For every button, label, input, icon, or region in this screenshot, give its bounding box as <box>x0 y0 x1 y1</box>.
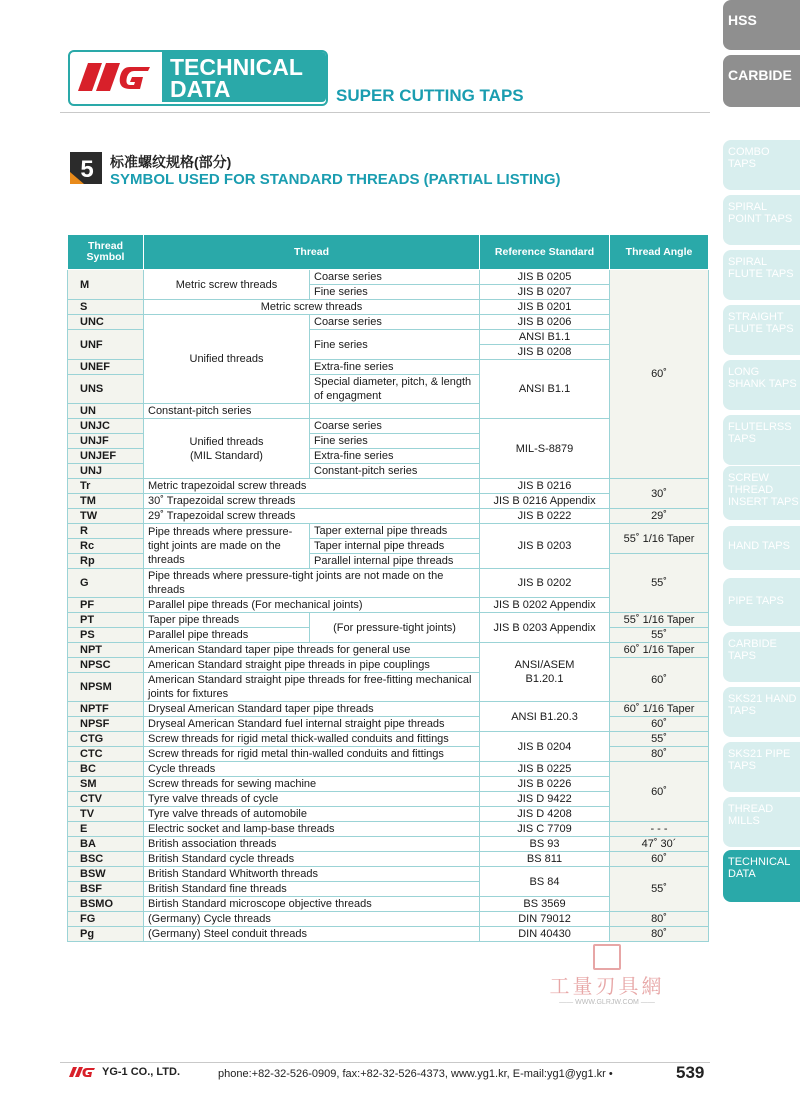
symbol-cell: E <box>68 822 144 837</box>
table-header-row <box>68 235 709 270</box>
section-title-cn: 标准螺纹规格(部分) <box>110 154 232 170</box>
angle-cell: 60˚ <box>610 717 709 732</box>
technical-data-title <box>162 52 326 102</box>
table-row <box>68 912 709 927</box>
sidebar-item-pipe-taps[interactable]: PIPE TAPS <box>723 578 800 626</box>
standard-cell: JIS B 0202 Appendix <box>480 598 610 613</box>
section-title-en: SYMBOL USED FOR STANDARD THREADS (PARTIAL LISTING) <box>110 171 561 188</box>
standard-cell: ANSI B1.20.3 <box>480 702 610 732</box>
symbol-cell: BSC <box>68 852 144 867</box>
table-row <box>68 747 709 762</box>
symbol-cell: PS <box>68 628 144 643</box>
thread-cell: Metric trapezoidal screw threads <box>144 479 480 494</box>
thread-cell: British Standard Whitworth threads <box>144 867 480 882</box>
symbol-cell: Rc <box>68 539 144 554</box>
title-line2: DATA <box>170 76 231 102</box>
sidebar-item-carbide-taps[interactable]: CARBIDE TAPS <box>723 632 800 682</box>
standard-cell: ANSI B1.1 <box>480 360 610 419</box>
thread-cell: Taper pipe threads <box>144 613 310 628</box>
thread-cell: 29˚ Trapezoidal screw threads <box>144 509 480 524</box>
table-row <box>68 613 709 628</box>
standard-cell: JIS C 7709 <box>480 822 610 837</box>
table-row <box>68 927 709 942</box>
angle-cell: 55˚ 1/16 Taper <box>610 613 709 628</box>
standard-cell: JIS B 0225 <box>480 762 610 777</box>
thread-detail-cell: (For pressure-tight joints) <box>310 613 480 643</box>
page-subtitle: SUPER CUTTING TAPS <box>336 86 524 105</box>
symbol-cell: UNS <box>68 375 144 404</box>
thread-detail-cell: Taper internal pipe threads <box>310 539 480 554</box>
thread-cell: Metric screw threads <box>144 300 480 315</box>
angle-cell: 60˚ <box>610 270 709 479</box>
thread-cell: British Standard cycle threads <box>144 852 480 867</box>
header-divider <box>60 112 710 113</box>
angle-cell: 55˚ 1/16 Taper <box>610 524 709 554</box>
symbol-cell: TM <box>68 494 144 509</box>
thread-cell: Parallel pipe threads (For mechanical joints) <box>144 598 480 613</box>
symbol-cell: UNJEF <box>68 449 144 464</box>
symbol-cell: NPSF <box>68 717 144 732</box>
standard-cell: BS 93 <box>480 837 610 852</box>
table-row <box>68 837 709 852</box>
symbol-cell: BSF <box>68 882 144 897</box>
angle-cell: 55˚ <box>610 628 709 643</box>
symbol-cell: TV <box>68 807 144 822</box>
standard-cell: JIS B 0205 <box>480 270 610 285</box>
standard-cell: JIS B 0216 <box>480 479 610 494</box>
symbol-cell: CTV <box>68 792 144 807</box>
sidebar-item-hss[interactable]: HSS <box>723 0 800 50</box>
thread-cell: Metric screw threads <box>144 270 310 300</box>
ansiasem-line1: ANSI/ASEM <box>514 659 575 671</box>
symbol-cell: R <box>68 524 144 539</box>
sidebar-item-technical-data[interactable]: TECHNICAL DATA <box>723 850 800 902</box>
standard-cell <box>480 643 610 702</box>
thread-detail-cell: Special diameter, pitch, & length of engagment <box>310 375 480 404</box>
angle-cell: 60˚ <box>610 762 709 822</box>
symbol-cell: NPSC <box>68 658 144 673</box>
sidebar-item-carbide[interactable]: CARBIDE <box>723 55 800 107</box>
table-row <box>68 717 709 732</box>
symbol-cell: UNJF <box>68 434 144 449</box>
symbol-cell: NPSM <box>68 673 144 702</box>
standard-cell: JIS B 0222 <box>480 509 610 524</box>
angle-cell: 60˚ 1/16 Taper <box>610 643 709 658</box>
sidebar-item-combo-taps[interactable]: COMBO TAPS <box>723 140 800 190</box>
thread-cell: Dryseal American Standard fuel internal straight pipe threads <box>144 717 480 732</box>
standard-cell: BS 811 <box>480 852 610 867</box>
symbol-cell: NPTF <box>68 702 144 717</box>
title-line1: TECHNICAL <box>170 54 303 80</box>
symbol-cell: Pg <box>68 927 144 942</box>
thread-cell: Screw threads for rigid metal thick-walled conduits and fittings <box>144 732 480 747</box>
standard-cell: JIS D 4208 <box>480 807 610 822</box>
thread-cell: Pipe threads where pressure-tight joints are made on the threads <box>144 524 310 569</box>
thread-cell: Cycle threads <box>144 762 480 777</box>
angle-cell: 60˚ 1/16 Taper <box>610 702 709 717</box>
angle-cell: 30˚ <box>610 479 709 509</box>
symbol-cell: FG <box>68 912 144 927</box>
sidebar-item-thread-mills[interactable]: THREAD MILLS <box>723 797 800 847</box>
sidebar-item-long-shank-taps[interactable]: LONG SHANK TAPS <box>723 360 800 410</box>
angle-cell: 55˚ <box>610 867 709 912</box>
table-row <box>68 852 709 867</box>
col-thread: Thread <box>144 235 480 270</box>
thread-detail-cell: Parallel internal pipe threads <box>310 554 480 569</box>
angle-cell: 60˚ <box>610 658 709 702</box>
mil-line1: Unified threads <box>189 435 264 448</box>
angle-cell: 55˚ <box>610 732 709 747</box>
standard-cell: JIS B 0203 Appendix <box>480 613 610 643</box>
standard-cell: JIS B 0207 <box>480 285 610 300</box>
thread-cell: Unified threads <box>144 315 310 404</box>
thread-cell: American Standard straight pipe threads for free-fitting mechanical joints for fixtures <box>144 673 480 702</box>
standard-cell: DIN 40430 <box>480 927 610 942</box>
symbol-cell: PT <box>68 613 144 628</box>
thread-cell: Dryseal American Standard taper pipe threads <box>144 702 480 717</box>
sidebar-item-straight-flute-taps[interactable]: STRAIGHT FLUTE TAPS <box>723 305 800 355</box>
footer-yg-logo <box>68 1066 96 1078</box>
sidebar-item-flutelrss-taps[interactable]: FLUTELRSS TAPS <box>723 415 800 465</box>
symbol-cell: CTG <box>68 732 144 747</box>
symbol-cell: S <box>68 300 144 315</box>
symbol-cell: BC <box>68 762 144 777</box>
thread-detail-cell: Extra-fine series <box>310 360 480 375</box>
thread-cell: Screw threads for sewing machine <box>144 777 480 792</box>
table-row <box>68 270 709 285</box>
symbol-cell: Rp <box>68 554 144 569</box>
angle-cell: 60˚ <box>610 852 709 867</box>
thread-cell: British Standard fine threads <box>144 882 480 897</box>
watermark-url: —— WWW.GLRJW.COM —— <box>559 999 655 1006</box>
angle-cell: 80˚ <box>610 747 709 762</box>
thread-detail-cell: Fine series <box>310 330 480 360</box>
thread-detail-cell: Constant-pitch series <box>144 404 310 419</box>
thread-detail-cell: Coarse series <box>310 270 480 285</box>
col-thread-angle: Thread Angle <box>610 235 709 270</box>
standard-cell: JIS B 0208 <box>480 345 610 360</box>
thread-detail-cell: Fine series <box>310 434 480 449</box>
angle-cell: - - - <box>610 822 709 837</box>
angle-cell: 47˚ 30´ <box>610 837 709 852</box>
thread-cell: (Germany) Cycle threads <box>144 912 480 927</box>
sidebar-item-spiral-point-taps[interactable]: SPIRAL POINT TAPS <box>723 195 800 245</box>
thread-detail-cell: Coarse series <box>310 315 480 330</box>
thread-cell: American Standard straight pipe threads in pipe couplings <box>144 658 480 673</box>
standard-cell: JIS B 0202 <box>480 569 610 598</box>
sidebar-item-hand-taps[interactable]: HAND TAPS <box>723 526 800 570</box>
symbol-cell: BSMO <box>68 897 144 912</box>
section-number-icon <box>70 152 100 182</box>
thread-cell: Birtish Standard microscope objective threads <box>144 897 480 912</box>
thread-symbol-table <box>67 234 709 942</box>
angle-cell: 80˚ <box>610 912 709 927</box>
thread-detail-cell: Constant-pitch series <box>310 464 480 479</box>
page-number: 539 <box>676 1063 705 1082</box>
standard-cell: BS 3569 <box>480 897 610 912</box>
section-number: 5 <box>80 156 94 183</box>
table-row <box>68 702 709 717</box>
footer-contact: phone:+82-32-526-0909, fax:+82-32-526-4373, www.yg1.kr, E-mail:yg1@yg1.kr • <box>218 1068 613 1080</box>
standard-cell: JIS B 0203 <box>480 524 610 569</box>
thread-cell: 30˚ Trapezoidal screw threads <box>144 494 480 509</box>
symbol-cell: UNJC <box>68 419 144 434</box>
table-row <box>68 479 709 494</box>
sidebar-item-sks21-hand-taps[interactable]: SKS21 HAND TAPS <box>723 687 800 737</box>
col-reference-standard: Reference Standard <box>480 235 610 270</box>
thread-cell: Parallel pipe threads <box>144 628 310 643</box>
symbol-cell: G <box>68 569 144 598</box>
standard-cell: JIS B 0204 <box>480 732 610 762</box>
ansiasem-line2: B1.20.1 <box>525 673 564 685</box>
symbol-cell: PF <box>68 598 144 613</box>
symbol-cell: Tr <box>68 479 144 494</box>
angle-cell: 55˚ <box>610 554 709 613</box>
thread-cell: British association threads <box>144 837 480 852</box>
angle-cell: 29˚ <box>610 509 709 524</box>
table-row <box>68 822 709 837</box>
standard-cell: JIS D 9422 <box>480 792 610 807</box>
symbol-cell: UNF <box>68 330 144 360</box>
thread-detail-cell: Taper external pipe threads <box>310 524 480 539</box>
standard-cell: DIN 79012 <box>480 912 610 927</box>
table-row <box>68 524 709 539</box>
standard-cell: MIL-S-8879 <box>480 419 610 479</box>
sidebar-item-spiral-flute-taps[interactable]: SPIRAL FLUTE TAPS <box>723 250 800 300</box>
angle-cell: 80˚ <box>610 927 709 942</box>
symbol-cell: BSW <box>68 867 144 882</box>
thread-cell: Tyre valve threads of cycle <box>144 792 480 807</box>
watermark-name: 工量刃具網 <box>549 976 665 998</box>
standard-cell: JIS B 0206 <box>480 315 610 330</box>
standard-cell: BS 84 <box>480 867 610 897</box>
thread-detail-cell: Extra-fine series <box>310 449 480 464</box>
standard-cell: JIS B 0201 <box>480 300 610 315</box>
thread-cell: Electric socket and lamp-base threads <box>144 822 480 837</box>
symbol-cell: M <box>68 270 144 300</box>
symbol-cell: TW <box>68 509 144 524</box>
footer-company <box>68 1066 180 1078</box>
watermark <box>537 944 677 1024</box>
watermark-icon <box>593 944 621 970</box>
sidebar-item-sks21-pipe-taps[interactable]: SKS21 PIPE TAPS <box>723 742 800 792</box>
standard-cell: JIS B 0216 Appendix <box>480 494 610 509</box>
footer-divider <box>60 1062 710 1063</box>
table-row <box>68 643 709 658</box>
thread-cell: (Germany) Steel conduit threads <box>144 927 480 942</box>
table-row <box>68 509 709 524</box>
symbol-cell: UN <box>68 404 144 419</box>
symbol-cell: CTC <box>68 747 144 762</box>
table-row <box>68 732 709 747</box>
thread-cell <box>144 419 310 479</box>
thread-cell: Pipe threads where pressure-tight joints are not made on the threads <box>144 569 480 598</box>
symbol-cell: UNC <box>68 315 144 330</box>
standard-cell: JIS B 0226 <box>480 777 610 792</box>
mil-line2: (MIL Standard) <box>190 449 263 462</box>
symbol-cell: UNJ <box>68 464 144 479</box>
symbol-cell: BA <box>68 837 144 852</box>
symbol-cell: NPT <box>68 643 144 658</box>
footer-company-name: YG-1 CO., LTD. <box>102 1066 181 1078</box>
symbol-cell: SM <box>68 777 144 792</box>
table-row <box>68 867 709 882</box>
thread-cell: American Standard taper pipe threads for general use <box>144 643 480 658</box>
sidebar-item-screw-thread-insert-taps[interactable]: SCREW THREAD INSERT TAPS <box>723 466 800 520</box>
table-row <box>68 762 709 777</box>
yg-logo <box>70 52 162 102</box>
table-row <box>68 658 709 673</box>
col-thread-symbol: Thread Symbol <box>68 235 144 270</box>
thread-detail-cell: Coarse series <box>310 419 480 434</box>
thread-cell: Screw threads for rigid metal thin-walled conduits and fittings <box>144 747 480 762</box>
thread-detail-cell: Fine series <box>310 285 480 300</box>
thread-cell: Tyre valve threads of automobile <box>144 807 480 822</box>
standard-cell: ANSI B1.1 <box>480 330 610 345</box>
symbol-cell: UNEF <box>68 360 144 375</box>
